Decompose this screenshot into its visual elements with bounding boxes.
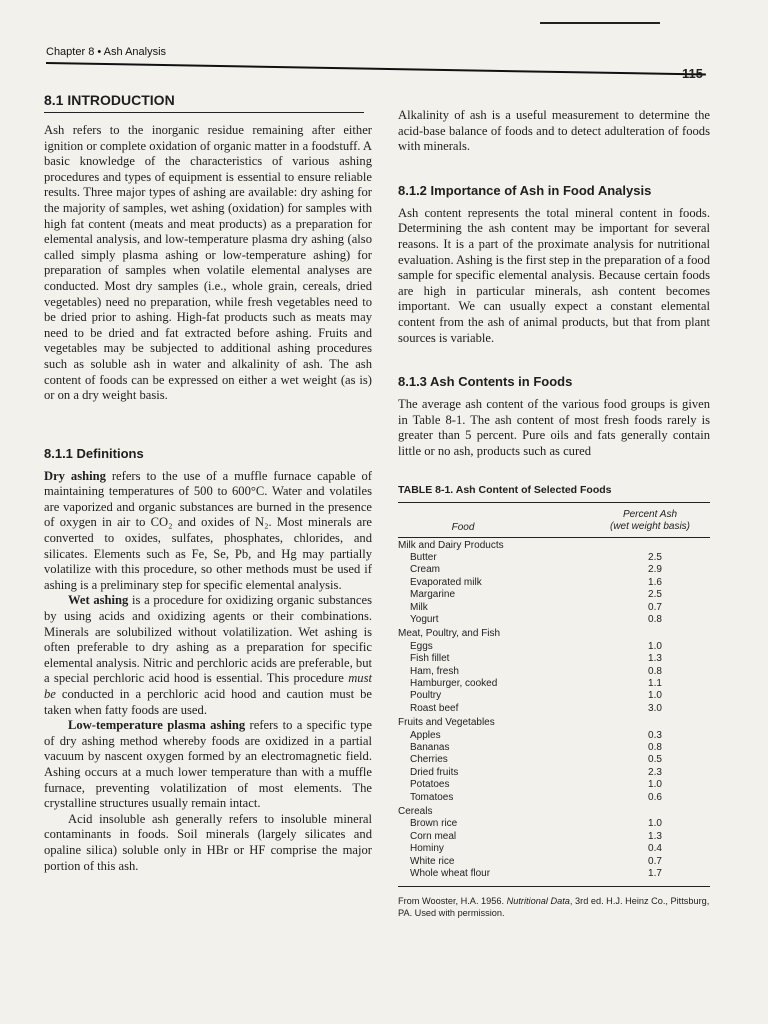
ash-cell: 0.7 — [648, 601, 662, 613]
subsection-heading-ash-contents: 8.1.3 Ash Contents in Foods — [398, 374, 573, 390]
plasma-ashing-paragraph — [44, 718, 372, 812]
table-row — [398, 564, 710, 576]
table-row — [398, 831, 710, 843]
table-row — [398, 589, 710, 601]
food-cell: Dried fruits — [410, 766, 459, 778]
heading-rule — [44, 112, 364, 113]
food-cell: Apples — [410, 729, 441, 741]
left-column — [44, 92, 372, 874]
scan-mark — [540, 22, 660, 24]
table-row — [398, 843, 710, 855]
food-cell: Margarine — [410, 589, 456, 601]
table-row — [398, 690, 710, 702]
ash-cell: 1.1 — [648, 677, 662, 689]
source-title: Nutritional Data — [506, 896, 570, 907]
table-row — [398, 856, 710, 868]
section-heading-introduction: 8.1 INTRODUCTION — [44, 92, 175, 108]
table-title: TABLE 8-1. Ash Content of Selected Foods — [398, 483, 612, 496]
table-bottom-rule — [398, 886, 710, 887]
table-group-label: Fruits and Vegetables — [398, 717, 495, 729]
column-header-food: Food — [451, 521, 475, 533]
intro-paragraph: Ash refers to the inorganic residue remaining after either ignition or complete oxidation of organic matter in a foodstuff. A basic knowledge of the characteristics of various ashing procedures and types of equipment is essential to ensure reliable results. Three major types of ashing are available: dry ashing for the majority of samples, wet ashing (oxidation) for samples with high fat content (meats and meat products) as a preparation for elemental analysis, and low-temperature plasma dry ashing (also called simply plasma ashing or low-temperature ashing) for preparation of samples when volatile elemental analyses are conducted. Most dry samples (i.e., whole grain, cereals, dried vegetables) need no preparation, while fresh vegetables need to be dried prior to ashing. High-fat products such as meats may need to be dried and fat extracted before ashing. Fruits and vegetables may be subjected to additional ashing procedures such as soluble ash in water and alkalinity of ash. The ash content of foods can be expressed on either a wet weight (as is) or on a dry weight basis. — [44, 123, 372, 403]
header-rule — [46, 62, 706, 76]
food-cell: Eggs — [410, 640, 433, 652]
right-column — [398, 108, 710, 919]
table-group — [398, 804, 710, 880]
ash-cell: 1.0 — [648, 779, 662, 791]
table-row — [398, 653, 710, 665]
food-cell: Milk — [410, 601, 428, 613]
food-cell: Hominy — [410, 843, 444, 855]
dry-ashing-paragraph — [44, 469, 372, 594]
column-header-ash — [590, 509, 710, 533]
table-row — [398, 703, 710, 715]
ash-cell: 0.8 — [648, 665, 662, 677]
running-head: Chapter 8 • Ash Analysis — [46, 46, 167, 58]
table-8-1 — [398, 484, 710, 920]
table-row — [398, 779, 710, 791]
alkalinity-paragraph: Alkalinity of ash is a useful measurement to determine the acid-base balance of foods and to detect adulteration of foods with minerals. — [398, 108, 710, 154]
table-row — [398, 666, 710, 678]
food-cell: Cherries — [410, 754, 448, 766]
source-text-end: , 3rd ed. H.J. Heinz Co., Pittsburg, PA. Used with permission. — [398, 896, 710, 919]
table-body — [398, 503, 710, 881]
dry-ashing-text: refers to the use of a muffle furnace capable of maintaining temperatures of 500 to 600°C. Water and volatiles are vaporized and organic substances are burned in the presence of oxygen in air to CO₂ and oxides of N₂. Most minerals are converted to oxides, sulfates, phosphates, chlorides, and silicates. Elements such as Fe, Se, Pb, and Hg may partially volatilize with this procedure, so other methods must be used if ashing is a preliminary step for specific elemental analysis. — [44, 468, 372, 592]
wet-ashing-paragraph — [44, 593, 372, 718]
importance-paragraph: Ash content represents the total mineral content in foods. Determining the ash content may be important for several reasons. It is a part of the proximate analysis for nutritional evaluation. Ashing is the first step in the preparation of a food sample for specific elemental analysis. Because certain foods are high in particular minerals, ash content becomes important. We can usually expect a constant elemental content from the ash of animal products, but that from plant sources is variable. — [398, 205, 710, 345]
ash-cell: 0.5 — [648, 754, 662, 766]
wet-ashing-emphasis: must be — [44, 671, 372, 701]
food-cell: Yogurt — [410, 613, 439, 625]
table-row — [398, 614, 710, 626]
ash-cell: 0.8 — [648, 613, 662, 625]
term-plasma-ashing: Low-temperature plasma ashing — [68, 718, 246, 733]
table-row — [398, 754, 710, 766]
table-group-label: Milk and Dairy Products — [398, 539, 504, 551]
food-cell: Poultry — [410, 690, 442, 702]
food-cell: Potatoes — [410, 779, 450, 791]
column-header-ash-line1: Percent Ash — [622, 508, 678, 520]
ash-cell: 1.0 — [648, 640, 662, 652]
table-header — [398, 503, 710, 537]
table-group-label: Meat, Poultry, and Fish — [398, 628, 501, 640]
table-row — [398, 730, 710, 742]
wet-ashing-text: is a procedure for oxidizing organic substances by using acids and oxidizing agents or their combinations. Minerals are solubilized without volatilization. Wet ashing is often preferable to dry ashing as a preparation for specific elemental analysis. Nitric and perchloric acids are preferable, but a special perchloric acid hood is essential. This procedure — [44, 593, 372, 686]
food-cell: Bananas — [410, 742, 450, 753]
ash-cell: 0.3 — [648, 729, 662, 741]
ash-cell: 3.0 — [648, 702, 662, 714]
food-cell: Evaporated milk — [410, 576, 482, 588]
ash-contents-paragraph: The average ash content of the various food groups is given in Table 8-1. The ash content of most fresh foods rarely is greater than 5 percent. Pure oils and fats generally contain little or no ash, products such as cured — [398, 397, 710, 458]
ash-cell: 0.6 — [648, 791, 662, 803]
food-cell: Cream — [410, 564, 441, 576]
food-cell: Brown rice — [410, 818, 458, 830]
food-cell: Tomatoes — [410, 791, 454, 803]
ash-cell: 1.3 — [648, 653, 662, 665]
subsection-heading-importance: 8.1.2 Importance of Ash in Food Analysis — [398, 182, 652, 198]
table-group — [398, 715, 710, 804]
acid-insoluble-paragraph: Acid insoluble ash generally refers to insoluble mineral contaminants in foods. Soil minerals (largely silicates and opaline silica) soluble only in HBr or HF comprise the major portion of this ash. — [44, 811, 372, 873]
table-group — [398, 626, 710, 715]
ash-cell: 1.6 — [648, 576, 662, 588]
food-cell: Butter — [410, 551, 437, 563]
table-row — [398, 767, 710, 779]
food-cell: Roast beef — [410, 702, 459, 714]
ash-cell: 1.3 — [648, 830, 662, 842]
table-row — [398, 641, 710, 653]
food-cell: Corn meal — [410, 830, 457, 842]
source-text-start: From Wooster, H.A. 1956. — [398, 896, 507, 907]
column-header-ash-line2: (wet weight basis) — [609, 520, 691, 532]
table-row — [398, 792, 710, 804]
food-cell: Fish fillet — [410, 653, 450, 665]
table-row — [398, 818, 710, 830]
ash-cell: 2.5 — [648, 551, 662, 563]
table-row — [398, 602, 710, 614]
table-row — [398, 868, 710, 880]
plasma-ashing-text: refers to a specific type of dry ashing method whereby foods are oxidized in a partial vacuum by nascent oxygen formed by an electromagnetic field. Ashing occurs at a much lower temperature than with a muffle furnace, preventing volatilization of most elements. The crystalline structures usually remain intact. — [44, 718, 372, 811]
term-wet-ashing: Wet ashing — [68, 593, 129, 608]
food-cell: Ham, fresh — [410, 665, 459, 677]
table-source-note — [398, 895, 710, 919]
ash-cell: 2.9 — [648, 564, 662, 576]
food-cell: Whole wheat flour — [410, 868, 491, 880]
table-row — [398, 552, 710, 564]
page-number: 115 — [682, 66, 703, 81]
table-row — [398, 742, 710, 754]
table-row — [398, 678, 710, 690]
ash-cell: 0.8 — [648, 742, 662, 753]
table-group — [398, 538, 710, 627]
food-cell: Hamburger, cooked — [410, 677, 498, 689]
ash-cell: 1.0 — [648, 690, 662, 702]
ash-cell: 2.5 — [648, 589, 662, 601]
food-cell: White rice — [410, 855, 455, 867]
table-group-label: Cereals — [398, 806, 433, 818]
wet-ashing-text-end: conducted in a perchloric acid hood and caution must be taken when fatty foods are used. — [44, 687, 372, 717]
ash-cell: 0.4 — [648, 843, 662, 855]
ash-cell: 0.7 — [648, 855, 662, 867]
subsection-heading-definitions: 8.1.1 Definitions — [44, 445, 144, 461]
term-dry-ashing: Dry ashing — [44, 468, 106, 483]
ash-cell: 2.3 — [648, 766, 662, 778]
ash-cell: 1.0 — [648, 818, 662, 830]
table-row — [398, 577, 710, 589]
ash-cell: 1.7 — [648, 868, 662, 880]
